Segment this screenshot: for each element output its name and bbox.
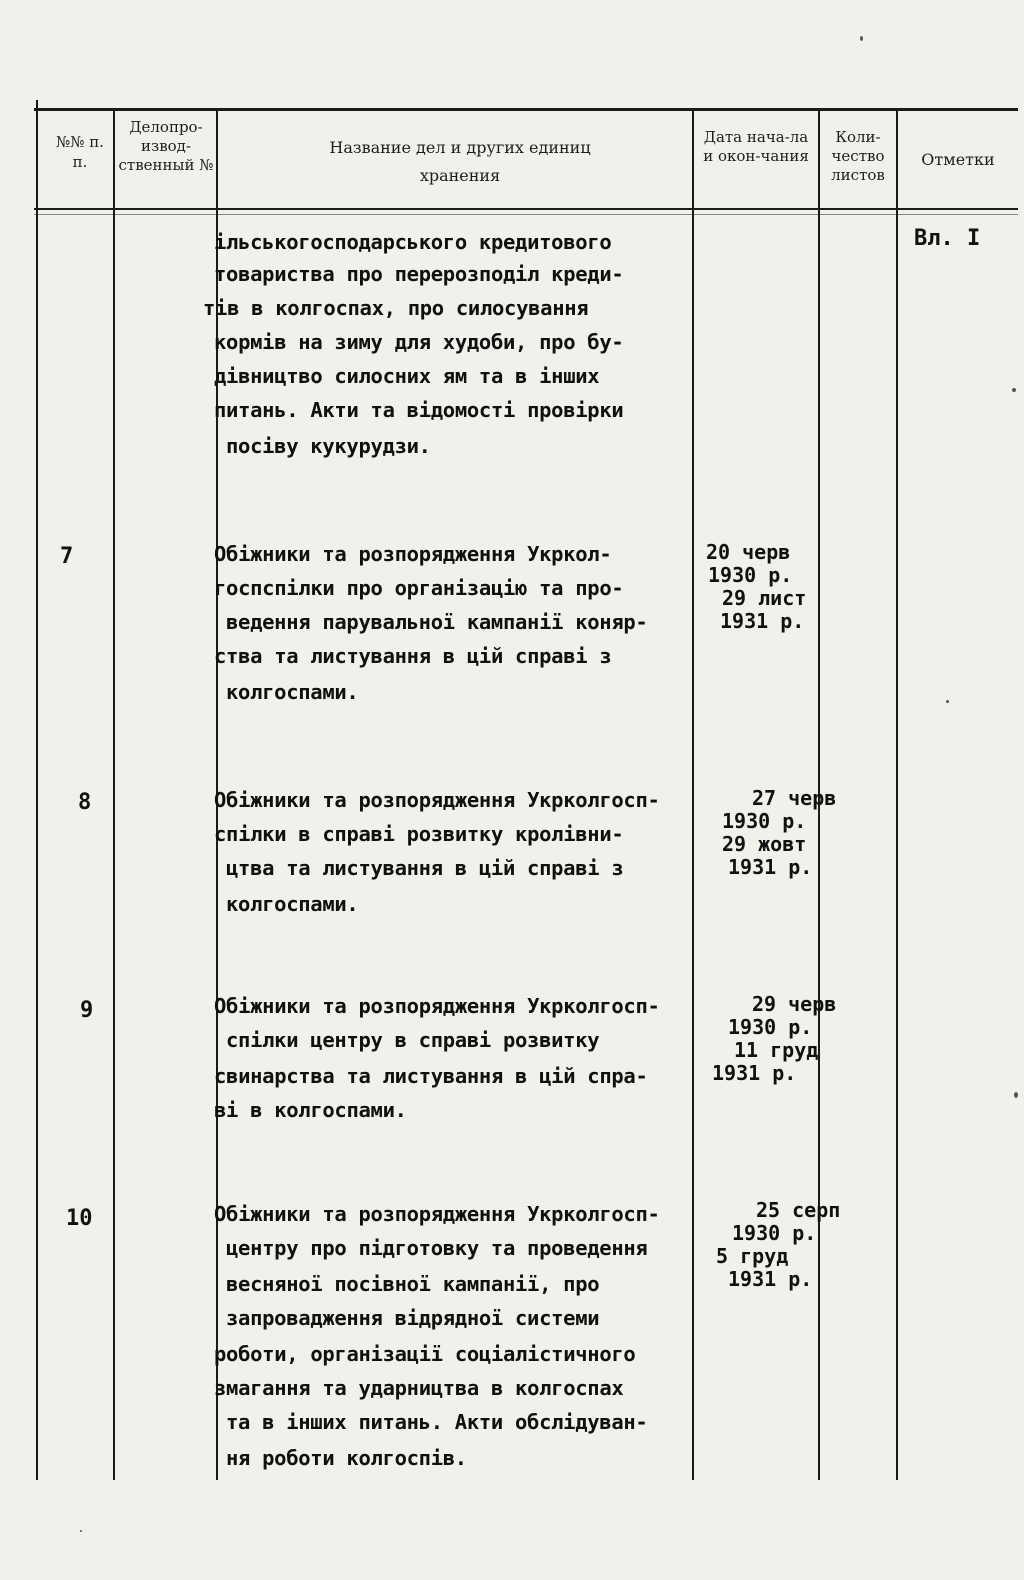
header-col-date: Дата нача-ла и окон-чания	[703, 128, 809, 165]
col-rule-left	[36, 100, 38, 1480]
date-end-day: 29 лист	[722, 586, 807, 610]
scan-speck	[860, 36, 863, 41]
scan-speck	[1012, 388, 1016, 392]
entry-line: колгоспами.	[226, 680, 359, 704]
date-start-year: 1930 р.	[722, 809, 807, 833]
date-start-day: 29 черв	[752, 992, 837, 1016]
table-top-rule	[34, 108, 1018, 111]
entry-line: Обіжники та розпорядження Укрколгосп-	[214, 788, 660, 812]
notes-mark: Вл. I	[914, 226, 981, 251]
entry-line: посіву кукурудзи.	[226, 434, 431, 458]
scan-speck	[80, 1530, 82, 1532]
entry-line: ві в колгоспами.	[214, 1098, 407, 1122]
row-number: 8	[78, 790, 92, 815]
col-rule-1	[113, 110, 115, 1480]
row-number: 9	[80, 998, 94, 1023]
header-col-num: №№ п. п.	[56, 133, 104, 171]
header-col-title: Название дел и других единиц хранения	[329, 138, 591, 185]
header-col-delo: Делопро-извод-ственный №	[118, 118, 214, 174]
entry-line: та в інших питань. Акти обслідуван-	[226, 1410, 648, 1434]
entry-line: тів в колгоспах, про силосування	[203, 296, 589, 320]
header-bottom-rule	[34, 208, 1018, 210]
col-rule-3	[692, 110, 694, 1480]
scan-speck	[1014, 1092, 1018, 1098]
entry-line: Обіжники та розпорядження Укрколгосп-	[214, 994, 660, 1018]
entry-line: ня роботи колгоспів.	[226, 1446, 467, 1470]
scan-speck	[946, 700, 949, 703]
date-end-day: 5 груд	[716, 1244, 789, 1268]
entry-line: центру про підготовку та проведення	[226, 1236, 648, 1260]
entry-line: Обіжники та розпорядження Укркол-	[214, 542, 612, 566]
date-end-year: 1931 р.	[728, 1267, 813, 1291]
col-rule-5	[896, 110, 898, 1480]
entry-line: спілки центру в справі розвитку	[226, 1028, 600, 1052]
entry-line: товариства про перерозподіл креди-	[214, 262, 624, 286]
entry-line: роботи, організації соціалістичного	[214, 1342, 636, 1366]
header-bottom-rule-2	[34, 214, 1018, 215]
entry-line: колгоспами.	[226, 892, 359, 916]
entry-line: Обіжники та розпорядження Укрколгосп-	[214, 1202, 660, 1226]
entry-line: питань. Акти та відомості провірки	[214, 398, 624, 422]
entry-line: цтва та листування в цій справі з	[226, 856, 624, 880]
date-end-day: 29 жовт	[722, 832, 807, 856]
date-start-day: 20 черв	[706, 540, 791, 564]
entry-line: госпспілки про організацію та про-	[214, 576, 624, 600]
entry-line: змагання та ударництва в колгоспах	[214, 1376, 624, 1400]
row-number: 7	[60, 544, 74, 569]
date-start-day: 25 серп	[756, 1198, 841, 1222]
date-start-year: 1930 р.	[708, 563, 793, 587]
entry-line: ства та листування в цій справі з	[214, 644, 612, 668]
date-end-year: 1931 р.	[720, 609, 805, 633]
header-col-notes: Отметки	[921, 150, 995, 169]
date-end-year: 1931 р.	[712, 1061, 797, 1085]
header-col-count: Коли-чество листов	[831, 128, 885, 184]
entry-line: запровадження відрядної системи	[226, 1306, 600, 1330]
date-end-year: 1931 р.	[728, 855, 813, 879]
date-end-day: 11 груд	[734, 1038, 819, 1062]
date-start-year: 1930 р.	[728, 1015, 813, 1039]
date-start-year: 1930 р.	[732, 1221, 817, 1245]
entry-line: свинарства та листування в цій спра-	[214, 1064, 648, 1088]
entry-line: дівництво силосних ям та в інших	[214, 364, 600, 388]
entry-line: кормів на зиму для худоби, про бу-	[214, 330, 624, 354]
row-number: 10	[66, 1206, 93, 1231]
entry-line: ільськогосподарського кредитового	[214, 230, 612, 254]
entry-line: спілки в справі розвитку кролівни-	[214, 822, 624, 846]
entry-line: ведення парувальної кампанії коняр-	[226, 610, 648, 634]
entry-line: весняної посівної кампанії, про	[226, 1272, 600, 1296]
date-start-day: 27 черв	[752, 786, 837, 810]
